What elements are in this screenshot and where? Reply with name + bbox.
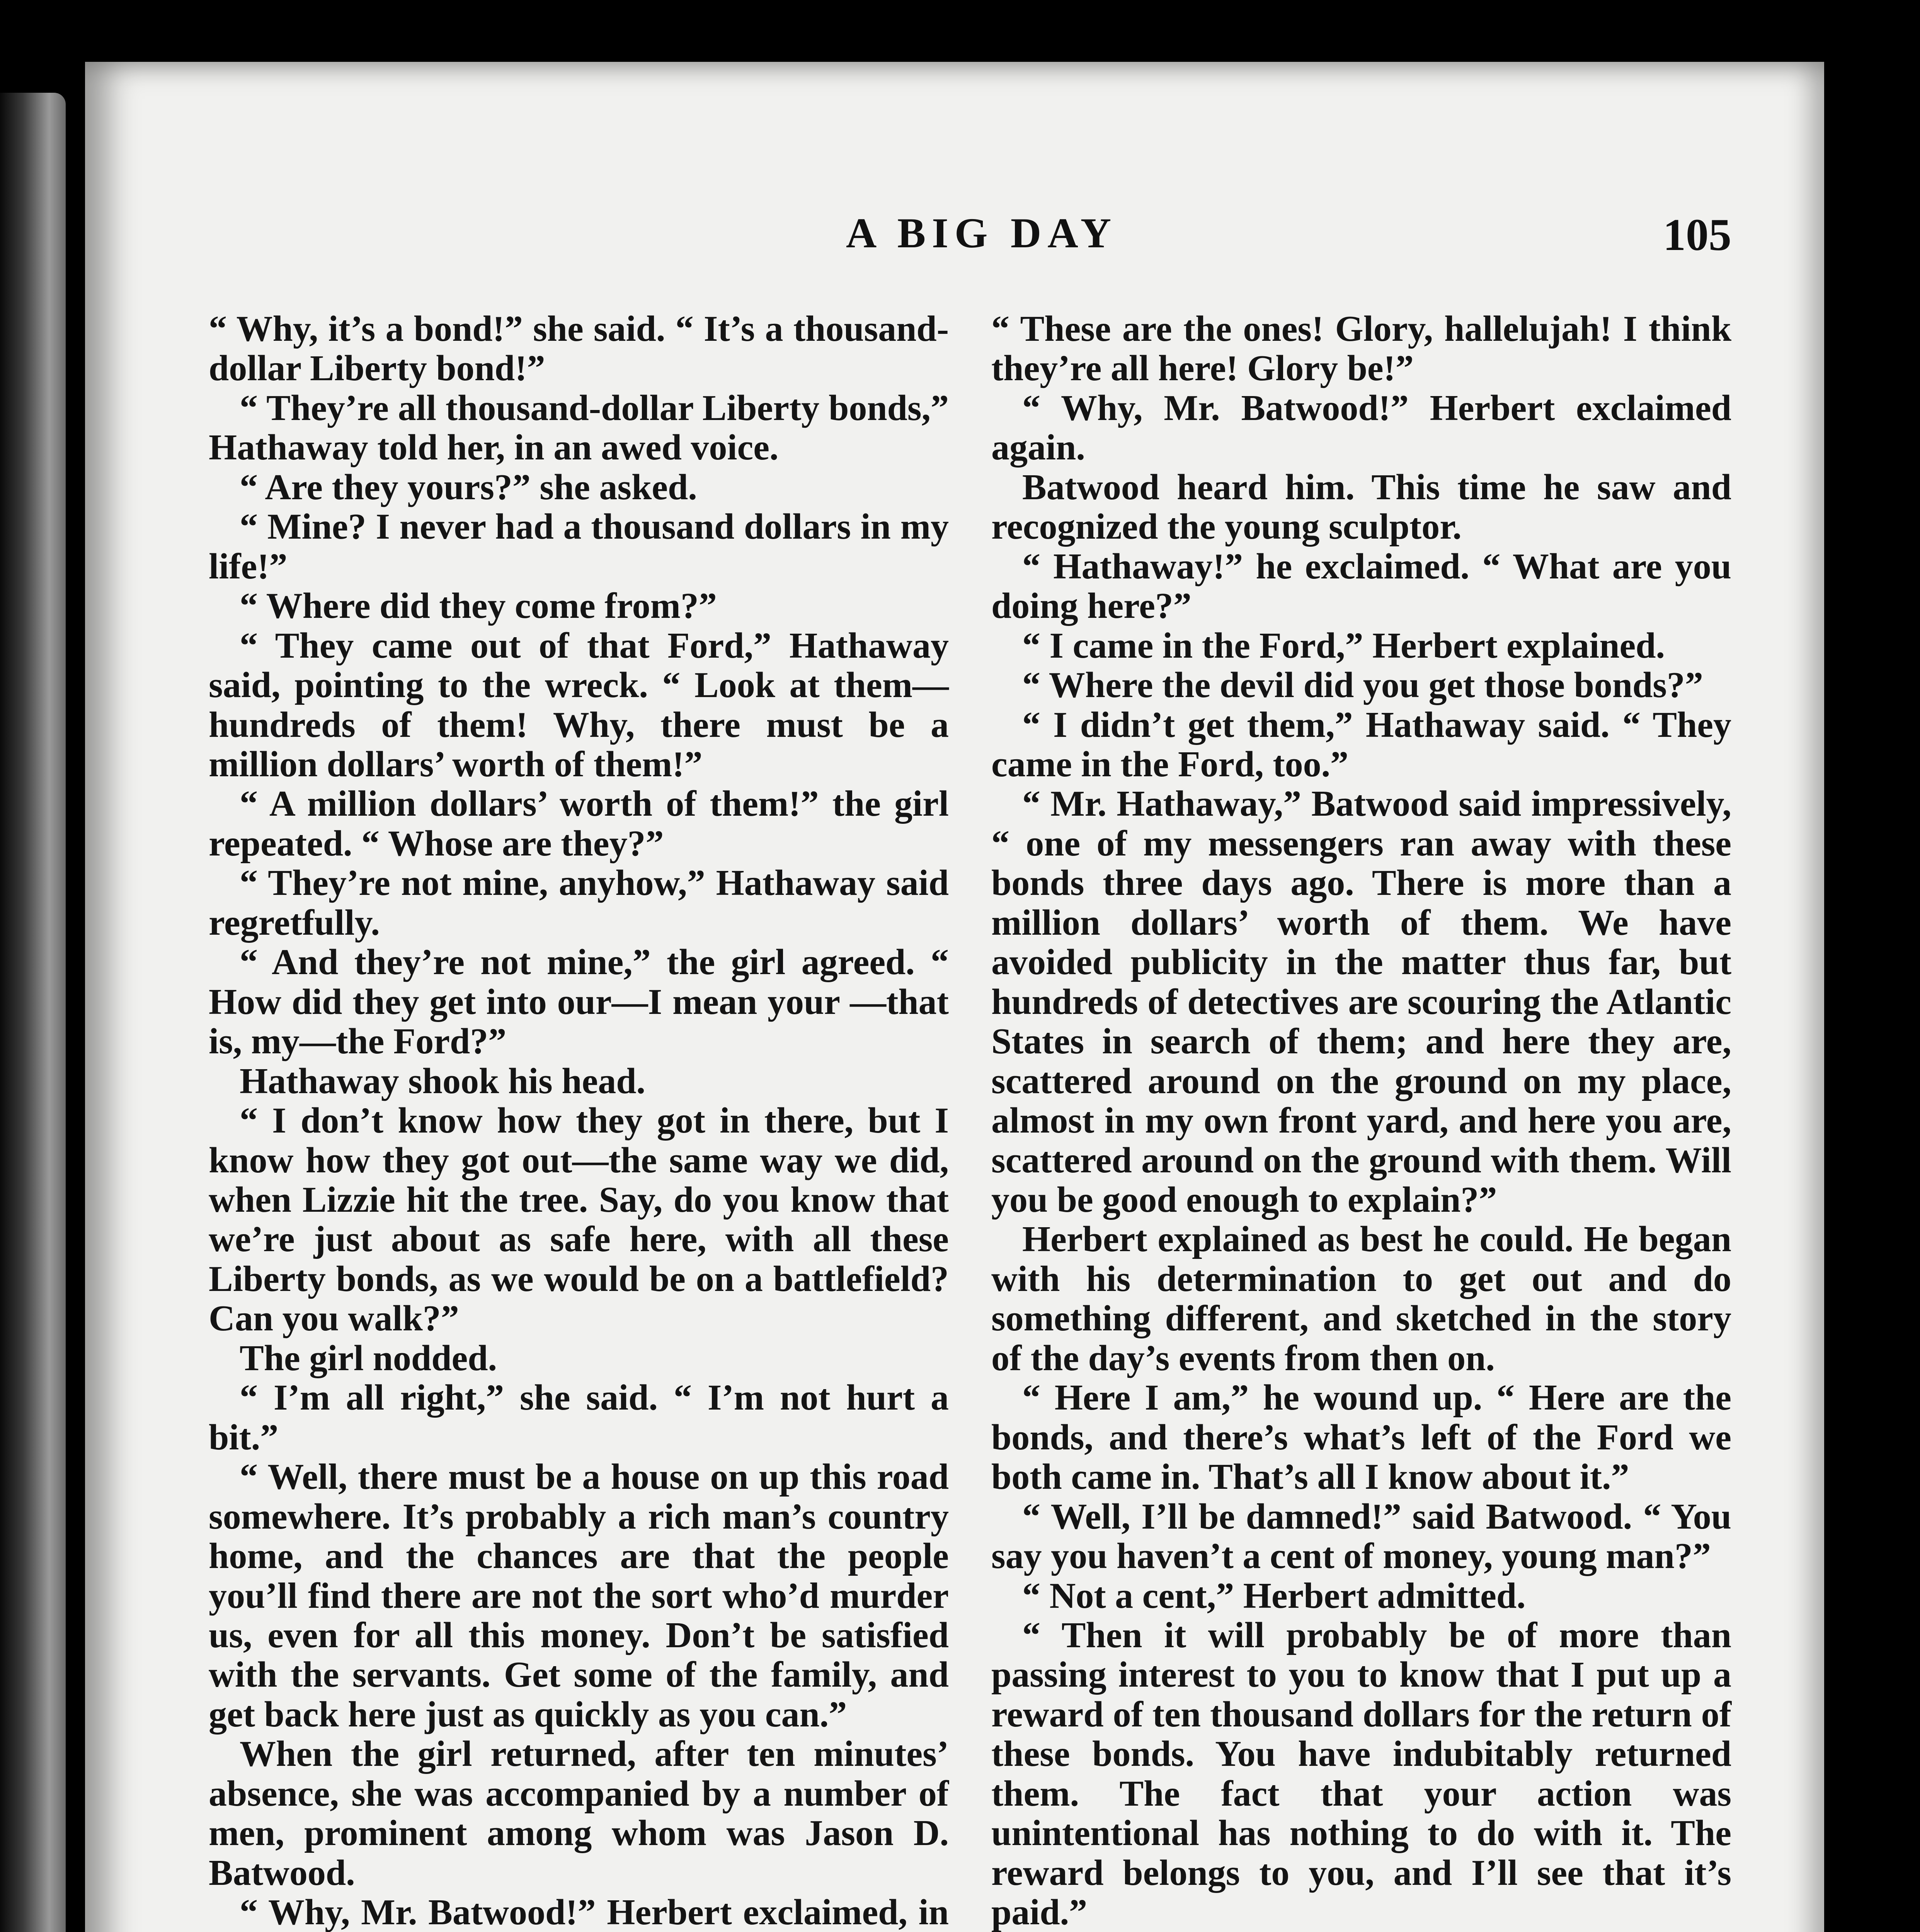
paragraph: “ Where did they come from?” [240,586,717,626]
right-column [991,309,1731,1932]
paragraph: “ Why, Mr. Batwood!” Herbert exclaimed again. [991,388,1731,468]
paragraph: When the girl returned, after ten minutes’ absence, she was accompanied by a number of men, prominent among whom was Jason D. Batwood. [209,1734,949,1893]
paragraph: “ I don’t know how they got in there, but I know how they got out—the same way we did, when Lizzie hit the tree. Say, do you know that we’re just about as safe here, with all these Liberty bonds, as we would be on a battlefield? Can you walk?” [209,1100,949,1339]
paragraph: Herbert explained as best he could. He began with his determination to get out and do something different, and sketched in the story of the day’s events from then on. [991,1219,1731,1378]
paragraph: “ Well, I’ll be damned!” said Batwood. “ You say you haven’t a cent of money, young man?” [991,1496,1731,1577]
paragraph: “ They’re not mine, anyhow,” Hathaway said regretfully. [209,863,949,943]
paragraph: “ These are the ones! Glory, hallelujah! I think they’re all here! Glory be!” [991,309,1731,389]
paragraph: “ They’re all thousand-dollar Liberty bonds,” Hathaway told her, in an awed voice. [209,388,949,468]
paragraph: “ Are they yours?” she asked. [240,467,697,507]
paragraph: “ And they’re not mine,” the girl agreed. “ How did they get into our—I mean your —that is, my—the Ford?” [209,942,949,1062]
paragraph: “ Here I am,” he wound up. “ Here are the bonds, and there’s what’s left of the Ford we both came in. That’s all I know about it.” [991,1378,1731,1497]
text-columns [209,309,1731,1932]
left-column [209,309,949,1932]
page-number: 105 [1663,209,1731,260]
adjacent-page-edge [0,93,66,1932]
paragraph: Hathaway shook his head. [240,1061,645,1101]
paragraph: Batwood heard him. This time he saw and recognized the young sculptor. [991,467,1731,547]
paragraph: “ Mr. Hathaway,” Batwood said impressively, “ one of my messengers ran away with these bonds three days ago. There is more than a million dollars’ worth of them. We have avoided publicity in the matter thus far, but hundreds of detectives are scouring the Atlantic States in search of them; and here they are, scattered around on the ground on my place, almost in my own front yard, and here you are, scattered around on the ground with them. Will you be good enough to explain?” [991,784,1731,1220]
page-header [232,209,1731,270]
paragraph: “ I came in the Ford,” Herbert explained. [1022,625,1665,666]
paragraph: “ They came out of that Ford,” Hathaway said, pointing to the wreck. “ Look at them—hundreds of them! Why, there must be a million dollars’ worth of them!” [209,625,949,784]
paragraph: “ Hathaway!” he exclaimed. “ What are you doing here?” [991,546,1731,626]
paragraph: “ Well, there must be a house on up this road somewhere. It’s probably a rich man’s country home, and the chances are that the people you’ll find there are not the sort who’d murder us, even for all this money. Don’t be satisfied with the servants. Get some of the family, and get back here just as quickly as you can.” [209,1457,949,1735]
paragraph: “ Why, Mr. Batwood!” Herbert exclaimed, in [240,1892,949,1932]
paragraph: “ Then it will probably be of more than passing interest to you to know that I put up a reward of ten thousand dollars for the return of these bonds. You have indubitably returned them. The fact that your action was unintentional has nothing to do with it. The reward belongs to you, and I’ll see that it’s paid.” [991,1615,1731,1932]
paragraph: “ Not a cent,” Herbert admitted. [1022,1575,1526,1616]
book-page [85,62,1824,1932]
paragraph: “ I’m all right,” she said. “ I’m not hurt a bit.” [209,1378,949,1458]
running-title: A BIG DAY [846,209,1118,257]
paragraph: “ Mine? I never had a thousand dollars in my life!” [209,507,949,587]
paragraph: The girl nodded. [240,1338,497,1378]
paragraph: “ Where the devil did you get those bonds?” [1022,665,1703,706]
paragraph: “ A million dollars’ worth of them!” the girl repeated. “ Whose are they?” [209,784,949,864]
paragraph: “ I didn’t get them,” Hathaway said. “ They came in the Ford, too.” [991,704,1731,784]
paragraph: “ Why, it’s a bond!” she said. “ It’s a thousand-dollar Liberty bond!” [209,309,949,389]
